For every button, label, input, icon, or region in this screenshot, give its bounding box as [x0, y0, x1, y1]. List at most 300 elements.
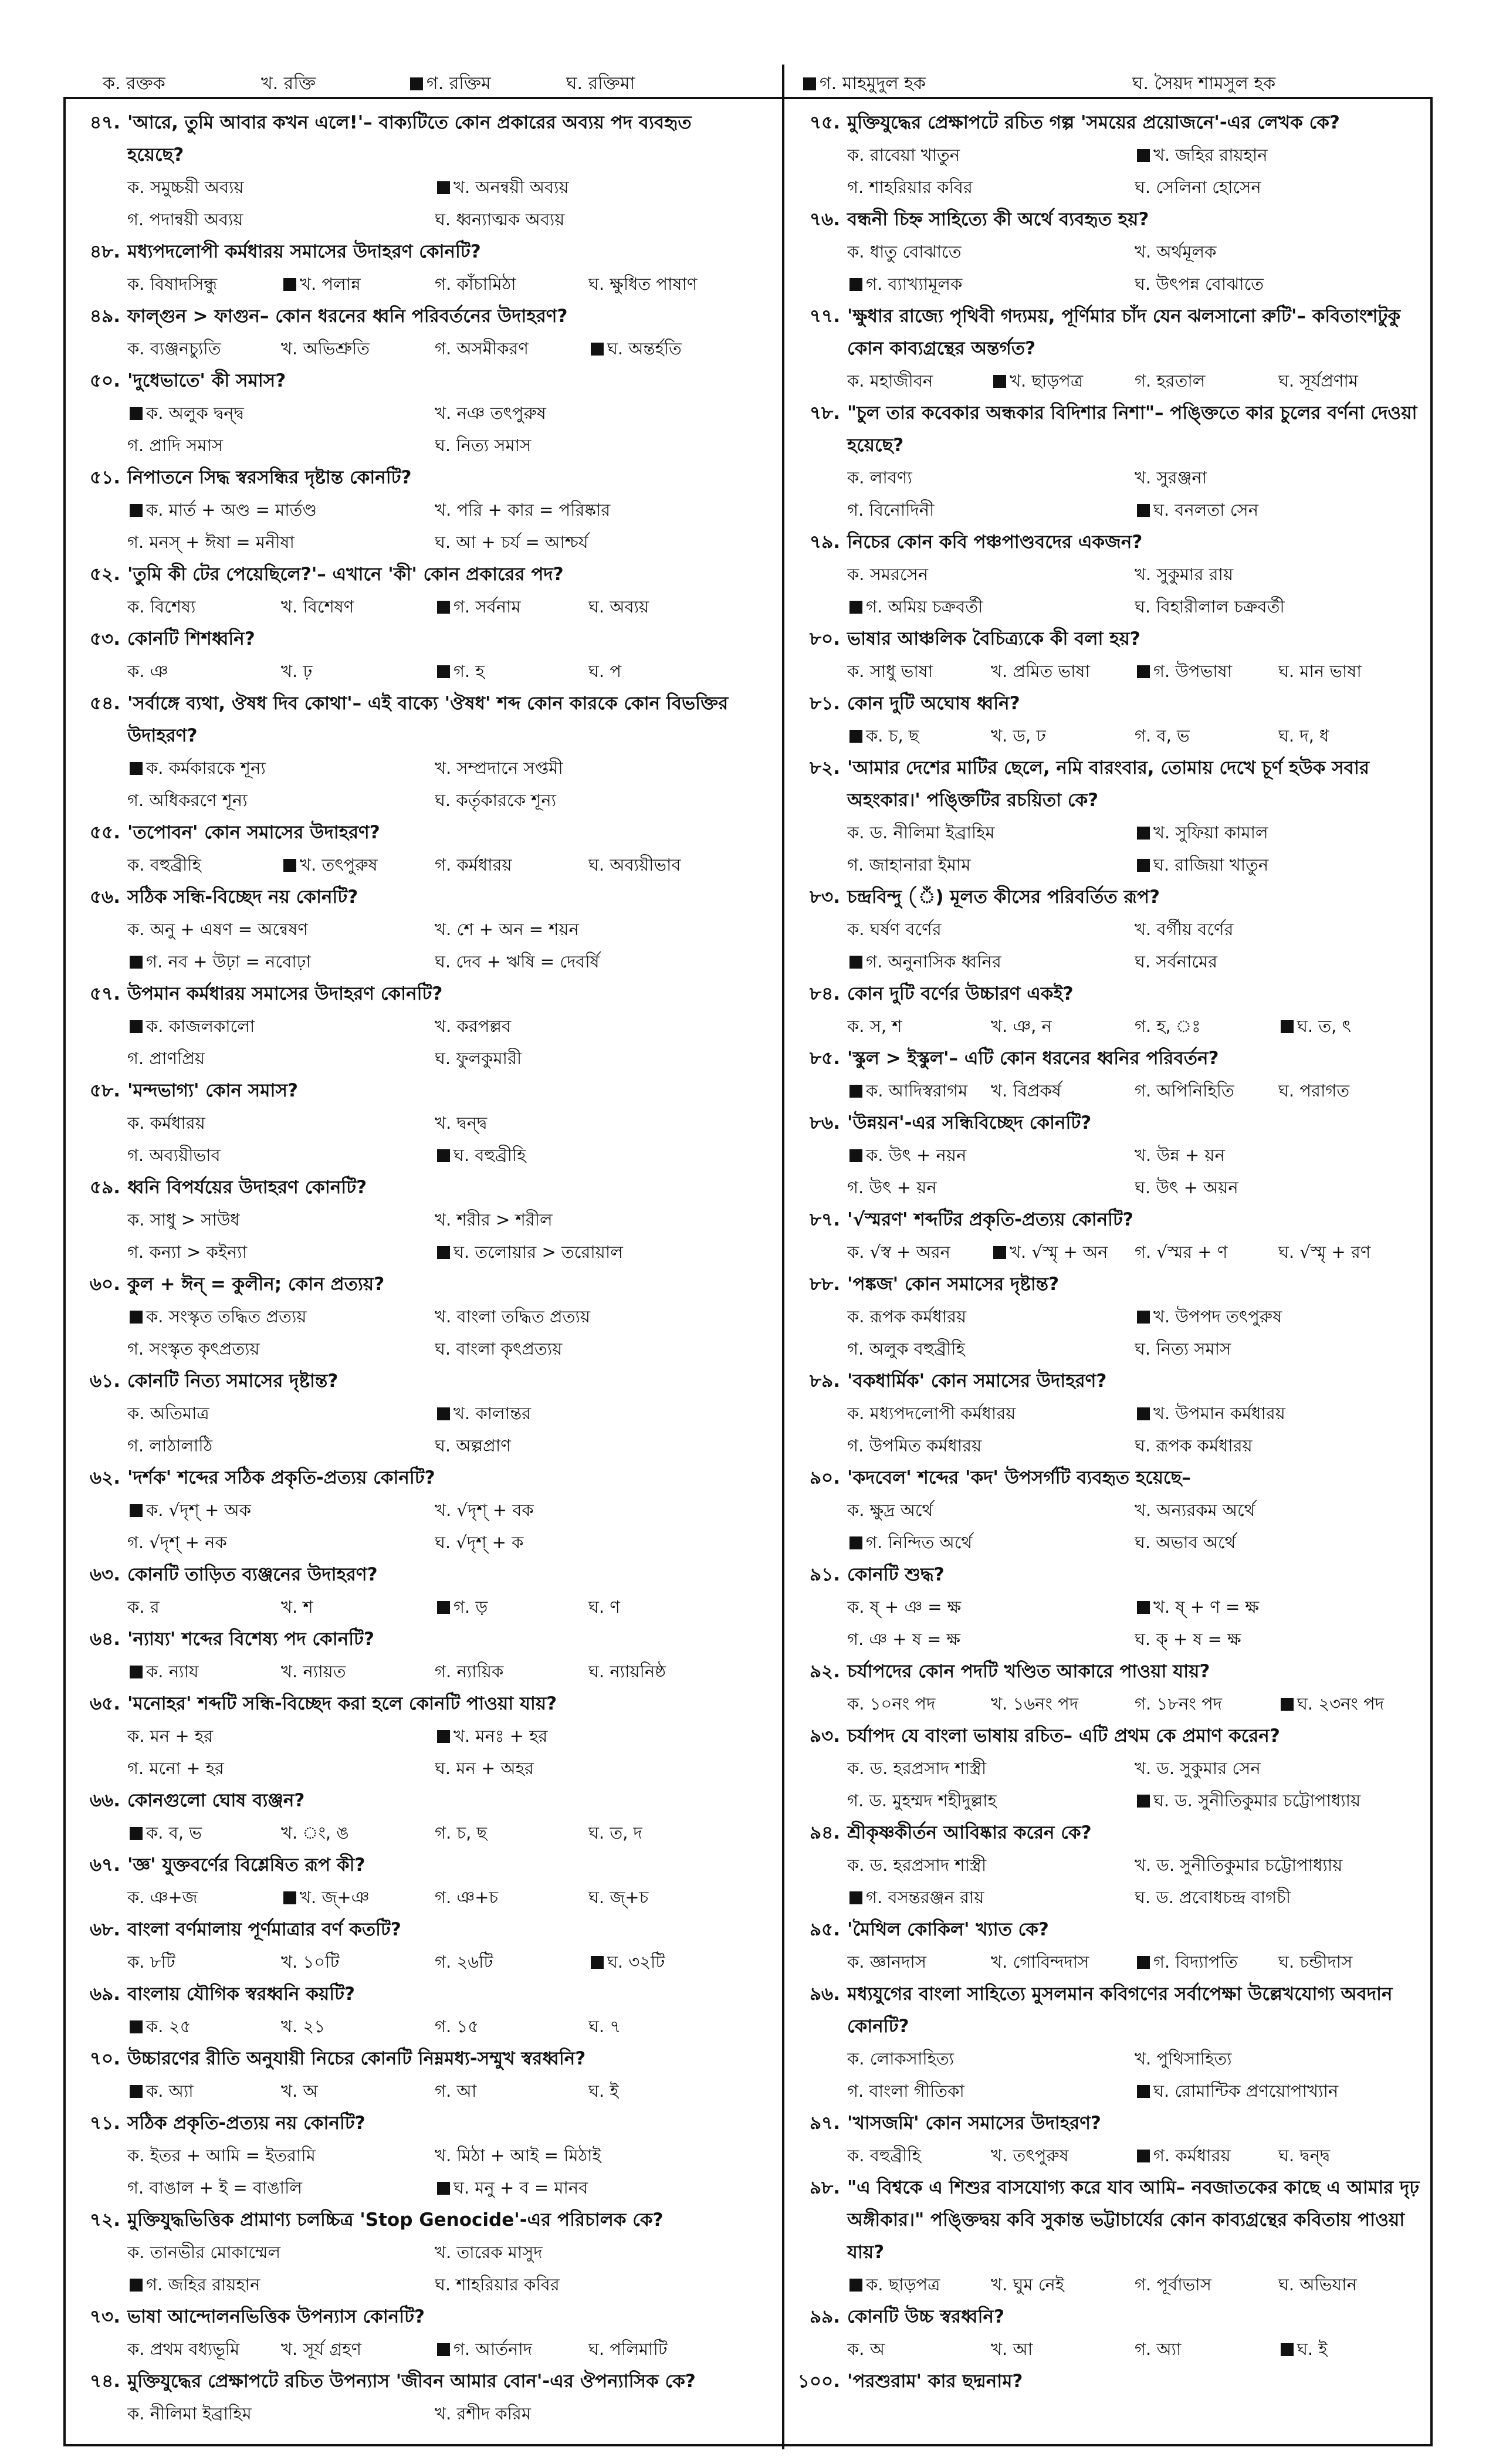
option-label: গ. অ্যা [1135, 2339, 1182, 2359]
answer-mark-icon [437, 1246, 450, 1259]
option [127, 2333, 281, 2365]
question-number: ৬৩. [89, 1564, 120, 1585]
option [1135, 268, 1422, 300]
question-stem [73, 107, 742, 171]
option-label: ক. সাধু ভাষা [847, 661, 933, 681]
option [847, 1301, 1135, 1333]
option-label: ঘ. বিহারীলাল চক্রবর্তী [1135, 597, 1285, 617]
question-number: ৫৩. [89, 628, 120, 649]
option-label: গ. হ, ঃ [1135, 1016, 1201, 1036]
answer-mark-icon [437, 1149, 450, 1162]
question-text: 'আমার দেশের মাটির ছেলে, নমি বারংবার, তোমায় দেখে চূর্ণ হউক সবার অহংকার।' পঙ্ক্তিটির রচয়িতা কে? [847, 757, 1369, 811]
question-item [73, 1688, 742, 1785]
options-row [793, 1139, 1422, 1204]
option-label: ক. ঘর্ষণ বর্ণের [847, 919, 942, 939]
question-item [793, 752, 1422, 881]
option-label: ঘ. ৩২টি [607, 1952, 665, 1972]
option [127, 1946, 281, 1978]
answer-mark-icon [283, 1891, 296, 1904]
option-answer [127, 946, 435, 978]
option [127, 1107, 435, 1139]
option [1135, 946, 1422, 978]
column-divider [782, 65, 784, 2449]
options-row [73, 1881, 742, 1914]
options-row [793, 1849, 1422, 1914]
option-answer [435, 1236, 742, 1268]
option-label: খ. বিপ্রকর্ষ [991, 1081, 1061, 1101]
option-label: ক. ৮টি [127, 1952, 175, 1972]
option-label: ঘ. বহুব্রীহি [453, 1145, 526, 1165]
option [847, 559, 1135, 591]
option [435, 946, 742, 978]
question-number: ৭৮. [809, 402, 840, 424]
option [127, 1752, 435, 1785]
option [1135, 1010, 1278, 1043]
options-row [73, 1397, 742, 1462]
option-answer [847, 720, 991, 752]
option [847, 494, 1135, 526]
question-stem [73, 1914, 742, 1946]
answer-mark-icon [849, 1149, 862, 1162]
option [127, 429, 435, 462]
option-answer [127, 494, 435, 526]
answer-mark-icon [1137, 665, 1150, 678]
option-answer [127, 1817, 281, 1849]
option-answer [991, 365, 1135, 397]
option-label: ঘ. অল্পপ্রাণ [435, 1436, 511, 1456]
option-answer [435, 2172, 742, 2204]
answer-mark-icon [130, 1020, 143, 1033]
option-label: গ. জাহানারা ইমাম [847, 855, 971, 875]
option-label: ক. ব্যঞ্জনচ্যুতি [127, 339, 221, 358]
option-answer [1278, 1688, 1422, 1720]
question-number: ৮৭. [809, 1209, 840, 1230]
option-label: খ. ঘুম নেই [991, 2275, 1064, 2294]
option-answer [127, 1494, 435, 1527]
question-item [73, 1849, 742, 1914]
option-label: খ. পলান্ন [300, 274, 361, 294]
option [991, 655, 1135, 688]
question-number: ৭০. [89, 2048, 120, 2069]
question-item [73, 2043, 742, 2107]
option-label: খ. ১৬নং পদ [991, 1694, 1079, 1714]
option-label: গ. অব্যয়ীভাব [127, 1145, 221, 1165]
option-label: ক. ন্যায [146, 1661, 199, 1681]
option [435, 784, 742, 817]
question-text: মুক্তিযুদ্ধের প্রেক্ষাপটে রচিত উপন্যাস 'জীবন আমার বোন'-এর ঔপন্যাসিক কে? [127, 2371, 696, 2392]
option [127, 1397, 435, 1430]
option-label: খ. ন্যায়ত [281, 1661, 346, 1681]
option-label: ঘ. নিত্য সমাস [435, 435, 532, 455]
option [435, 1043, 742, 1075]
options-row [793, 655, 1422, 688]
option-label: খ. সূর্য গ্রহণ [281, 2339, 362, 2359]
answer-mark-icon [1137, 149, 1150, 162]
options-row [73, 2398, 742, 2430]
question-text: 'পঙ্কজ' কোন সমাসের দৃষ্টান্ত? [847, 1274, 1060, 1295]
option-label: খ. ছাড়পত্র [1010, 371, 1084, 391]
option-answer [1135, 494, 1422, 526]
question-number: ৫২. [89, 564, 120, 585]
question-item [793, 1720, 1422, 1817]
option [847, 2333, 991, 2365]
option [847, 2140, 991, 2172]
question-number: ৫১. [89, 467, 120, 488]
option-label: ঘ. ক্ষুধিত পাষাণ [588, 274, 698, 294]
question-text: "এ বিশ্বকে এ শিশুর বাসযোগ্য করে যাব আমি– নবজাতকের কাছে এ আমার দৃঢ় অঙ্গীকার।" পঙ্ক্তিদ্বয় কবি সুকান্ত ভট্টাচার্যের কোন কাব্যগ্রন্থের কবিতায় পাওয়া যায়? [847, 2177, 1420, 2263]
option-label: ঘ. মনু + ব = মানব [453, 2178, 588, 2198]
option-label: ক. আদিস্বরাগম [866, 1081, 968, 1101]
answer-mark-icon [283, 278, 296, 291]
option: খ. রক্তি [261, 73, 316, 94]
option-label: ঘ. √দৃশ্ + ক [435, 1532, 524, 1552]
question-stem [73, 2107, 742, 2140]
options-row [73, 171, 742, 236]
question-number: ৭৬. [809, 209, 840, 230]
option [281, 2011, 435, 2043]
option-label: গ. অলুক বহুব্রীহি [847, 1339, 965, 1359]
option-label: ক. ছাড়পত্র [866, 2275, 940, 2294]
option-label: খ. বিশেষণ [281, 597, 354, 617]
option-label: গ. ২৬টি [435, 1952, 493, 1972]
question-number: ৯৫. [809, 1919, 840, 1940]
option-label: গ. বাংলা গীতিকা [847, 2081, 964, 2101]
option-label: ক. সমরসেন [847, 564, 929, 584]
option [991, 2333, 1135, 2365]
option-label: খ. ১০টি [281, 1952, 340, 1972]
option [588, 268, 742, 300]
option-label: খ. পরি + কার = পরিষ্কার [435, 500, 611, 520]
option-label: ঘ. মন + অহর [435, 1758, 534, 1778]
answer-mark-icon [1137, 2150, 1150, 2162]
option-label: ঘ. ড. সুনীতিকুমার চট্টোপাধ্যায় [1153, 1791, 1361, 1810]
question-stem [793, 204, 1422, 236]
question-number: ৯৪. [809, 1822, 840, 1843]
question-item [73, 365, 742, 462]
option [127, 2236, 435, 2269]
option [435, 2236, 742, 2269]
option [1135, 1172, 1422, 1204]
option [435, 1333, 742, 1365]
option [127, 526, 435, 559]
question-number: ৪৯. [89, 306, 120, 327]
question-number: ৪৮. [89, 241, 120, 262]
question-number: ৬৫. [89, 1693, 120, 1714]
answer-mark-icon [849, 956, 862, 969]
option-answer [1278, 2333, 1422, 2365]
question-item [73, 2204, 742, 2301]
question-stem [73, 2365, 742, 2398]
option-label: গ. অপিনিহিতি [1135, 1081, 1234, 1101]
option-label: ঘ. ড. প্রবোধচন্দ্র বাগচী [1135, 1887, 1291, 1907]
question-text: 'দুধেভাতে' কী সমাস? [127, 370, 286, 391]
option-label: খ. বাংলা তদ্ধিত প্রত্যয় [435, 1307, 590, 1326]
question-stem [73, 623, 742, 655]
option [435, 1430, 742, 1462]
option-label: ক. বহুব্রীহি [847, 2145, 921, 2165]
question-stem [793, 1914, 1422, 1946]
option [1278, 1236, 1422, 1268]
answer-mark-icon [437, 1601, 450, 1614]
option [127, 849, 281, 881]
question-item [73, 300, 742, 365]
option-label: ঘ. নিত্য সমাস [1135, 1339, 1231, 1359]
question-text: 'মৈথিল কোকিল' খ্যাত কে? [847, 1919, 1049, 1940]
option-label: ক. বিষাদসিন্ধু [127, 274, 218, 294]
option [1135, 1881, 1422, 1914]
question-item [73, 623, 742, 688]
options-row [793, 1010, 1422, 1043]
question-number: ৯৭. [809, 2113, 840, 2134]
option-answer [435, 655, 588, 688]
option [435, 2398, 742, 2430]
question-stem [793, 2172, 1422, 2269]
question-text: ভাষা আন্দোলনভিত্তিক উপন্যাস কোনটি? [127, 2306, 425, 2327]
option-label: গ. ১৫ [435, 2016, 479, 2036]
option-answer [1135, 1397, 1422, 1430]
option [847, 1172, 1135, 1204]
question-number: ৭২. [89, 2209, 120, 2231]
option-answer [1135, 655, 1278, 688]
option-label: ঘ. উৎপন্ন বোঝাতে [1135, 274, 1264, 294]
answer-mark-icon [1137, 827, 1150, 840]
option: ক. রক্তক [103, 73, 165, 94]
option-label: ক. সংস্কৃত তদ্ধিত প্রত্যয় [146, 1307, 307, 1326]
option-answer [281, 268, 435, 300]
option [1135, 1623, 1422, 1656]
option-label: ক. রাবেয়া খাতুন [847, 145, 960, 165]
question-number: ৮৬. [809, 1112, 840, 1133]
option-answer [847, 1527, 1135, 1559]
options-row [73, 494, 742, 559]
question-item [793, 300, 1422, 397]
option-label: ঘ. আ + চর্য = আশ্চর্য [435, 532, 588, 552]
answer-mark-icon [993, 1246, 1006, 1259]
question-text: "চুল তার কবেকার অন্ধকার বিদিশার নিশা"– পঙ্ক্তিতে কার চুলের বর্ণনা দেওয়া হয়েছে? [847, 402, 1417, 456]
option-label: ক. চ, ছ [866, 726, 919, 746]
option-label: খ. অন্যরকম অর্থে [1135, 1500, 1255, 1520]
question-item [73, 107, 742, 236]
option-label: গ. বিদ্যাপতি [1153, 1952, 1238, 1972]
question-stem [793, 526, 1422, 559]
option [1278, 2140, 1422, 2172]
option-label: খ. ঞ, ন [991, 1016, 1052, 1036]
option-answer [435, 1397, 742, 1430]
option [588, 1656, 742, 1688]
options-row [73, 1591, 742, 1623]
question-text: মধ্যপদলোপী কর্মধারয় সমাসের উদাহরণ কোনটি? [127, 241, 481, 262]
question-text: কোনটি উচ্চ স্বরধ্বনি? [847, 2306, 1004, 2327]
option [127, 2172, 435, 2204]
option-label: খ. পুথিসাহিত্য [1135, 2049, 1232, 2069]
options-row [793, 139, 1422, 204]
option-label: গ. বাঙাল + ই = বাঙালি [127, 2178, 302, 2198]
question-text: শ্রীকৃষ্ণকীর্তন আবিষ্কার করেন কে? [847, 1822, 1092, 1843]
question-item [793, 688, 1422, 752]
question-stem [793, 1204, 1422, 1236]
option-answer [435, 591, 588, 623]
option-label: খ. ঢ় [281, 661, 313, 681]
option [435, 2140, 742, 2172]
question-text: উপমান কর্মধারয় সমাসের উদাহরণ কোনটি? [127, 983, 443, 1004]
option-label: ক. অ্যা [146, 2081, 194, 2101]
answer-mark-icon [849, 1085, 862, 1098]
option [588, 1817, 742, 1849]
option-label: ঘ. ত, দ [588, 1823, 642, 1843]
question-stem [73, 1462, 742, 1494]
option-label: ঘ. উৎ + অয়ন [1135, 1177, 1238, 1197]
option [1135, 1075, 1278, 1107]
option-label: খ. অনন্বয়ী অব্যয় [453, 177, 569, 197]
question-number: ৬৯. [89, 1984, 120, 2005]
option-label: গ. সর্বনাম [453, 597, 521, 617]
answer-mark-icon [437, 1407, 450, 1420]
options-row [73, 591, 742, 623]
question-item [73, 1172, 742, 1268]
right-column [793, 107, 1422, 2439]
answer-mark-icon [849, 730, 862, 743]
option-label: গ. অনুনাসিক ধ্বনির [866, 952, 1001, 972]
question-item [73, 1075, 742, 1172]
question-text: 'স্কুল > ইস্কুল'– এটি কোন ধরনের ধ্বনির পরিবর্তন? [847, 1048, 1219, 1069]
option-label: ক. বহুব্রীহি [127, 855, 201, 875]
option-label: গ. √দৃশ্ + নক [127, 1532, 227, 1552]
option-label: ক. ব, ভ [146, 1823, 202, 1843]
question-text: 'উন্নয়ন'-এর সন্ধিবিচ্ছেদ কোনটি? [847, 1112, 1092, 1133]
answer-mark-icon [1281, 1020, 1294, 1033]
option-label: খ. জ্+ঞ [300, 1887, 370, 1907]
option [127, 1204, 435, 1236]
option-label: খ. ড, ঢ [991, 726, 1046, 746]
option [588, 2075, 742, 2107]
answer-mark-icon [437, 2182, 450, 2195]
option [1278, 2269, 1422, 2301]
option [281, 655, 435, 688]
question-text: 'তুমি কী টের পেয়েছিলে?'– এখানে 'কী' কোন প্রকারের পদ? [127, 564, 564, 585]
question-number: ৮৮. [809, 1274, 840, 1295]
option [847, 1236, 991, 1268]
option-label: খ. করপল্লব [435, 1016, 512, 1036]
option-label: ঘ. ন্যায়নিষ্ঠ [588, 1661, 666, 1681]
option-label: ঘ. √স্মৃ + রণ [1278, 1242, 1371, 1262]
question-text: 'কদবেল' শব্দের 'কদ' উপসর্গটি ব্যবহৃত হয়েছে– [847, 1467, 1191, 1488]
option-label: ক. মহাজীবন [847, 371, 933, 391]
option [281, 2075, 435, 2107]
option-answer: গ. মাহমুদুল হক [801, 69, 926, 99]
question-number: ৮১. [809, 693, 840, 714]
option-label: খ. সুকুমার রায় [1135, 564, 1234, 584]
question-text: 'পরশুরাম' কার ছদ্মনাম? [847, 2371, 1023, 2392]
option [847, 462, 1135, 494]
options-row [73, 1946, 742, 1978]
options-row [73, 655, 742, 688]
question-stem [73, 1365, 742, 1397]
question-text: উচ্চারণের রীতি অনুযায়ী নিচের কোনটি নিম্নমধ্য-সম্মুখ স্বরধ্বনি? [127, 2048, 586, 2069]
question-item [73, 236, 742, 300]
option-label: খ. উপপদ তৎপুরুষ [1153, 1307, 1282, 1326]
question-text: বাংলায় যৌগিক স্বরধ্বনি কয়টি? [127, 1984, 356, 2005]
question-stem [793, 2107, 1422, 2140]
option-label: খ. ড. সুকুমার সেন [1135, 1758, 1261, 1778]
option-label: ক. লাবণ্য [847, 468, 912, 488]
option [127, 171, 435, 204]
question-number: ৭৩. [89, 2306, 120, 2327]
option-label: গ. জহির রায়হান [146, 2275, 260, 2294]
question-stem [793, 2301, 1422, 2333]
option-label: ক. সাধু > সাউধ [127, 1210, 240, 1230]
option-label: খ. তৎপুরুষ [300, 855, 378, 875]
answer-mark-icon [591, 343, 604, 356]
option-label: ঘ. ধ্বন্যাত্মক অব্যয় [435, 209, 565, 229]
question-stem [73, 2204, 742, 2236]
option [127, 1527, 435, 1559]
question-text: কোনটি নিত্য সমাসের দৃষ্টান্ত? [127, 1370, 339, 1392]
question-item [73, 881, 742, 978]
option-answer [1135, 2075, 1422, 2107]
option-answer [127, 1010, 435, 1043]
answer-mark-icon [437, 601, 450, 614]
question-number: ৬৬. [89, 1790, 120, 1811]
option-label: ঘ. দেব + ঋষি = দেবর্ষি [435, 952, 600, 972]
answer-mark-icon [591, 1956, 604, 1969]
question-stem [73, 978, 742, 1010]
option-label: খ. জহির রায়হান [1153, 145, 1268, 165]
left-column [73, 107, 742, 2439]
option-label: গ. পদান্বয়ী অব্যয় [127, 209, 243, 229]
question-stem [793, 1559, 1422, 1591]
question-item [73, 978, 742, 1075]
option [847, 1591, 1135, 1623]
question-number: ৬৪. [89, 1629, 120, 1650]
question-stem [73, 2043, 742, 2075]
option-answer [435, 2333, 588, 2365]
answer-mark-icon [1137, 1407, 1150, 1420]
options-row [793, 1752, 1422, 1817]
option-label: গ. লাঠালাঠি [127, 1436, 213, 1456]
option-label: ক. তানভীর মোকাম্মেল [127, 2242, 281, 2262]
option [1135, 1430, 1422, 1462]
options-row [73, 1107, 742, 1172]
answer-mark-icon [1137, 1795, 1150, 1808]
option-answer [1135, 1946, 1278, 1978]
option-label: ক. অলুক দ্বন্দ্ব [146, 403, 244, 423]
option-answer [127, 752, 435, 784]
option-label: গ. নব + উঢ়া = নবোঢ়া [146, 952, 311, 972]
option-answer [588, 333, 742, 365]
option-label: গ. কর্মধারয় [435, 855, 512, 875]
option [1135, 2333, 1278, 2365]
answer-mark-icon [130, 2085, 143, 2098]
question-number: ৫৫. [89, 822, 120, 843]
answer-mark-icon [437, 2343, 450, 2356]
option [847, 655, 991, 688]
option [847, 1946, 991, 1978]
option [847, 171, 1135, 204]
option [435, 397, 742, 429]
option [847, 1623, 1135, 1656]
option [127, 591, 281, 623]
question-number: ৯৯. [809, 2306, 840, 2327]
option-label: ক. অতিমাত্র [127, 1403, 209, 1423]
question-text: 'দর্শক' শব্দের সঠিক প্রকৃতি-প্রত্যয় কোনটি? [127, 1467, 435, 1488]
option-label: খ. মনঃ + হর [453, 1726, 548, 1746]
option [435, 1946, 588, 1978]
option-label: খ. আ [991, 2339, 1033, 2359]
option [1135, 1849, 1422, 1881]
question-text: কোনটি তাড়িত ব্যঞ্জনের উদাহরণ? [127, 1564, 378, 1585]
question-item [73, 1365, 742, 1462]
question-stem [793, 1268, 1422, 1301]
